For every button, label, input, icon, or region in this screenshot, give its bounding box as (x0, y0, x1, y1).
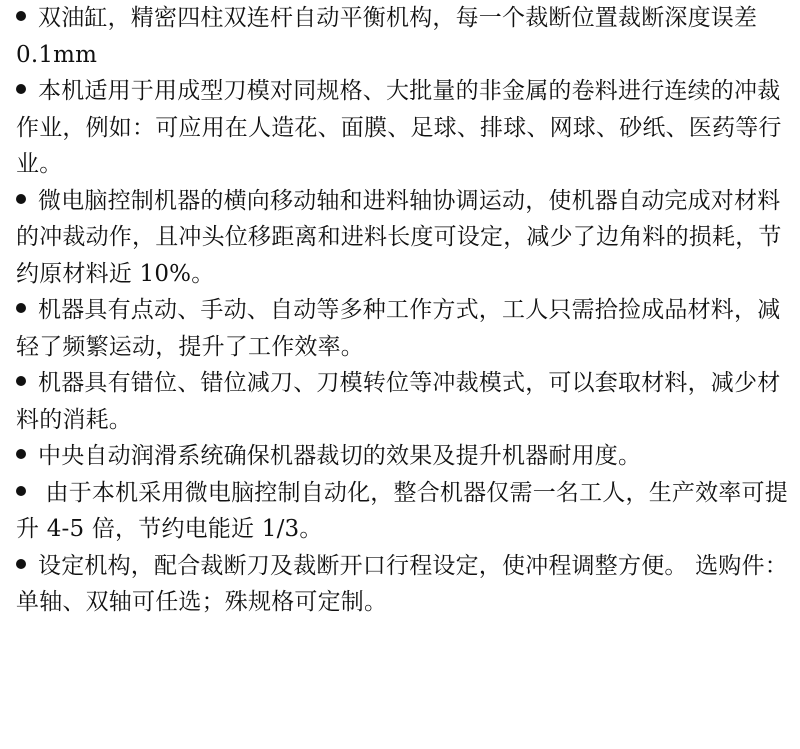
list-item-text: 中央自动润滑系统确保机器裁切的效果及提升机器耐用度。 (38, 443, 642, 469)
list-item-text: 双油缸，精密四柱双连杆自动平衡机构，每一个裁断位置裁断深度误差 0.1mm (16, 5, 758, 68)
list-item (0, 475, 800, 548)
list-item-text: 由于本机采用微电脑控制自动化，整合机器仅需一名工人，生产效率可提升 4-5 倍，节约电能近 1/3。 (16, 479, 788, 542)
bullet-icon (16, 559, 26, 569)
list-item (0, 438, 800, 475)
list-item-text: 本机适用于用成型刀模对同规格、大批量的非金属的卷料进行连续的冲裁作业，例如：可应用在人造花、面膜、足球、排球、网球、砂纸、医药等行业。 (16, 78, 782, 177)
list-item (0, 292, 800, 365)
bullet-icon (16, 11, 26, 21)
bullet-icon (16, 303, 26, 313)
list-item (0, 365, 800, 438)
list-item (0, 0, 800, 73)
bullet-icon (16, 376, 26, 386)
list-item-text: 设定机构，配合裁断刀及裁断开口行程设定，使冲程调整方便。 选购件：单轴、双轴可任选；殊规格可定制。 (16, 552, 788, 615)
list-item (0, 548, 800, 621)
list-item-text: 微电脑控制机器的横向移动轴和进料轴协调运动，使机器自动完成对材料的冲裁动作，且冲头位移距离和进料长度可设定，减少了边角料的损耗，节约原材料近 10%。 (16, 187, 782, 287)
bullet-icon (16, 194, 26, 204)
list-item-text: 机器具有点动、手动、自动等多种工作方式，工人只需拾捡成品材料，减轻了频繁运动，提升了工作效率。 (16, 297, 781, 360)
list-item (0, 73, 800, 183)
list-item (0, 183, 800, 293)
bullet-icon (16, 486, 26, 496)
list-item-text: 机器具有错位、错位减刀、刀模转位等冲裁模式，可以套取材料，减少材料的消耗。 (16, 370, 781, 433)
bullet-icon (16, 449, 26, 459)
bullet-icon (16, 84, 26, 94)
